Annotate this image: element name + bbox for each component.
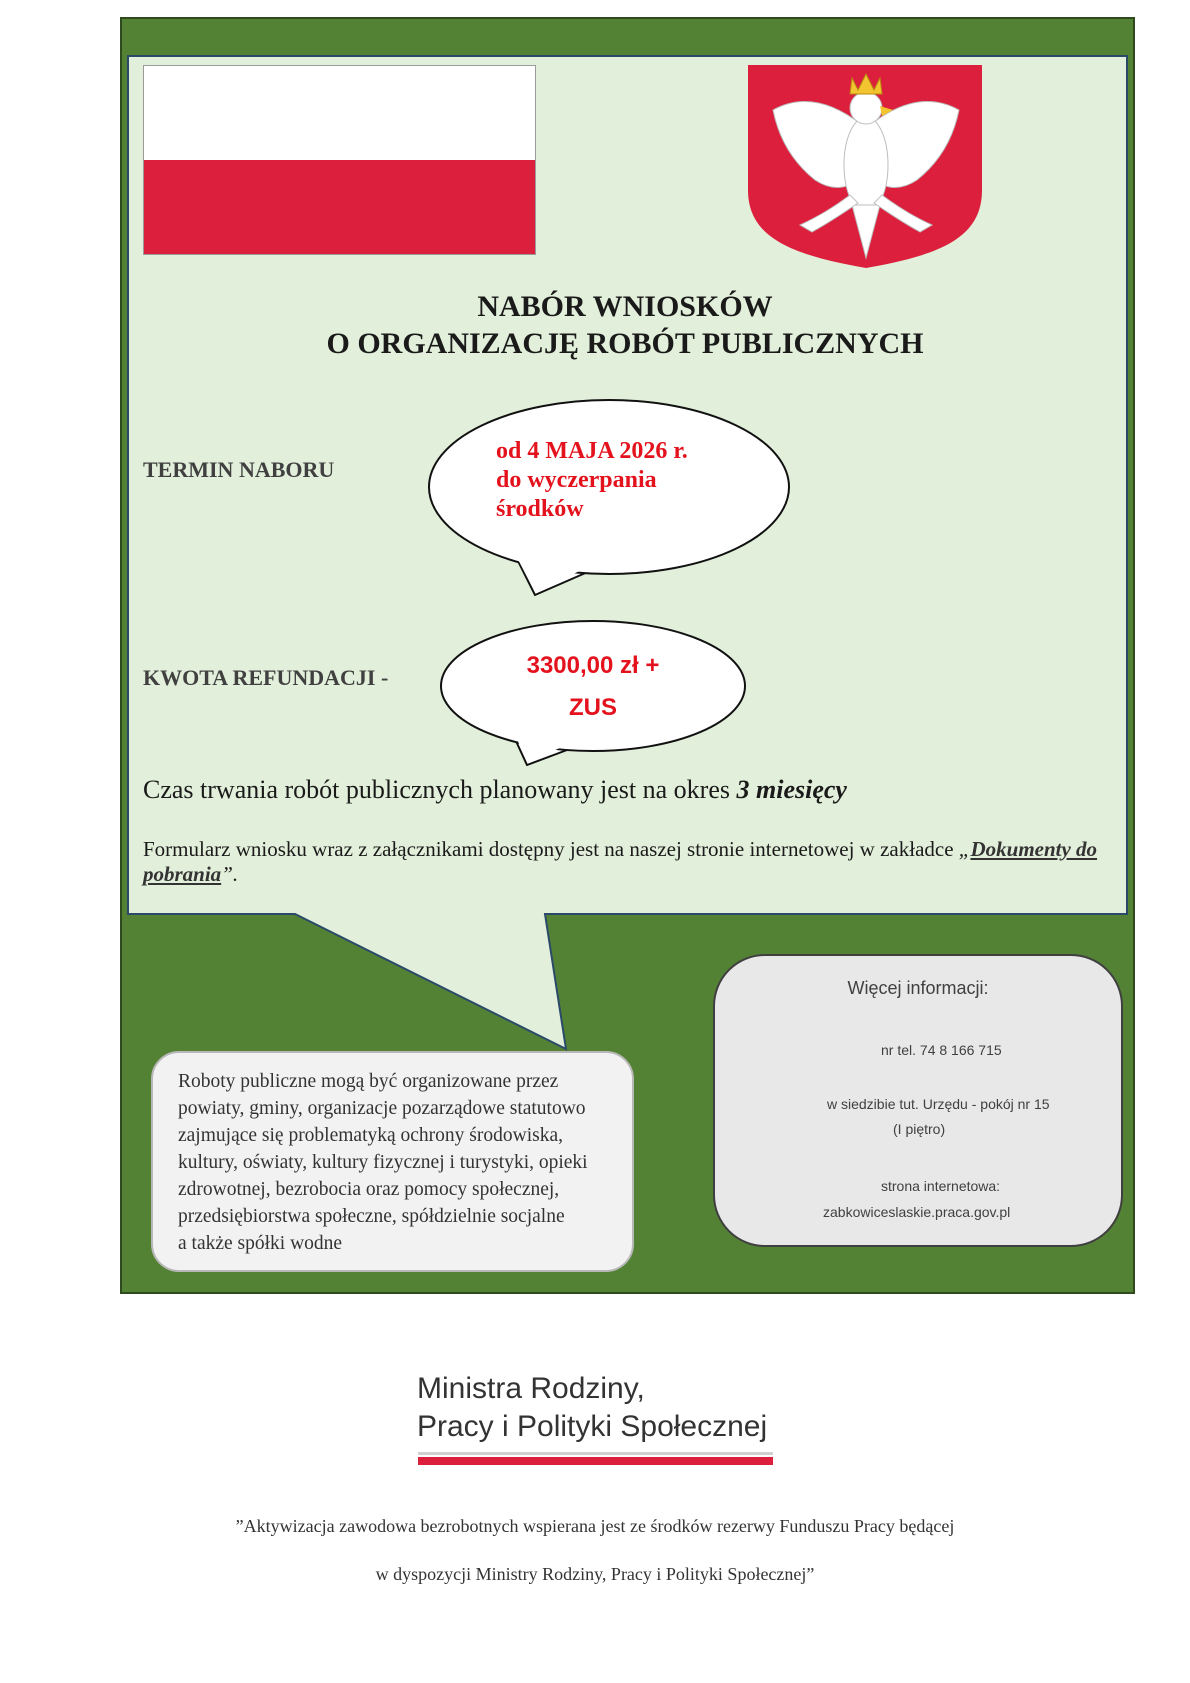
poster-title-line2: O ORGANIZACJĘ ROBÓT PUBLICZNYCH [326,327,924,360]
entities-line: przedsiębiorstwa społeczne, spółdzielnie socjalne [178,1206,565,1227]
coat-of-arms-icon [748,65,982,268]
footer-line1: ”Aktywizacja zawodowa bezrobotnych wspierana jest ze środków rezerwy Funduszu Pracy będącej [235,1516,955,1536]
info-heading: Więcej informacji: [847,978,989,998]
polish-flag [143,65,536,255]
refund-label: KWOTA REFUNDACJI - [143,665,389,690]
term-value-line3: środków [496,496,584,522]
entities-line: a także spółki wodne [178,1233,343,1254]
documents-link[interactable]: Dokumenty do pobrania [143,837,1098,886]
refund-value-line2: ZUS [569,694,617,721]
term-label: TERMIN NABORU [143,457,335,482]
refund-value-line1: 3300,00 zł + [526,652,660,679]
form-info-text: Formularz wniosku wraz z załącznikami dostępny jest na naszej stronie internetowej w zakładce [143,837,959,861]
entities-line: kultury, oświaty, kultury fizycznej i turystyki, opieki [178,1152,588,1173]
phone-number: nr tel. 74 8 166 715 [881,1042,1002,1058]
logo-divider-red [418,1457,773,1465]
ministry-logo [417,1370,767,1446]
form-quote-open: „ [958,837,971,861]
web-url[interactable]: zabkowiceslaskie.praca.gov.pl [823,1204,1011,1220]
form-quote-close: ”. [221,862,239,886]
office-line1: w siedzibie tut. Urzędu - pokój nr 15 [827,1096,1050,1112]
duration-value: 3 miesięcy [736,775,847,804]
duration-lead: Czas trwania robót publicznych planowany jest na okres [143,775,737,804]
duration-text [143,775,847,805]
poster-title-line1: NABÓR WNIOSKÓW [477,290,773,323]
form-info [143,837,1113,887]
logo-divider-gray [418,1452,773,1455]
entities-line: zajmujące się problematyką ochrony środowiska, [178,1125,564,1146]
web-label: strona internetowa: [881,1178,1001,1194]
term-value-line2: do wyczerpania [496,467,657,493]
entities-line: Roboty publiczne mogą być organizowane przez [178,1071,559,1092]
office-line2: (I piętro) [893,1121,946,1137]
ministry-logo-line1: Ministra Rodziny, [417,1372,645,1405]
entities-line: zdrowotnej, bezrobocia oraz pomocy społecznej, [178,1179,560,1200]
entities-text [178,1068,628,1257]
footer-line2: w dyspozycji Ministry Rodziny, Pracy i Polityki Społecznej” [375,1564,815,1584]
entities-line: powiaty, gminy, organizacje pozarządowe statutowo [178,1098,586,1119]
term-value-line1: od 4 MAJA 2026 r. [496,438,688,464]
ministry-logo-line2: Pracy i Polityki Społecznej [417,1410,768,1443]
